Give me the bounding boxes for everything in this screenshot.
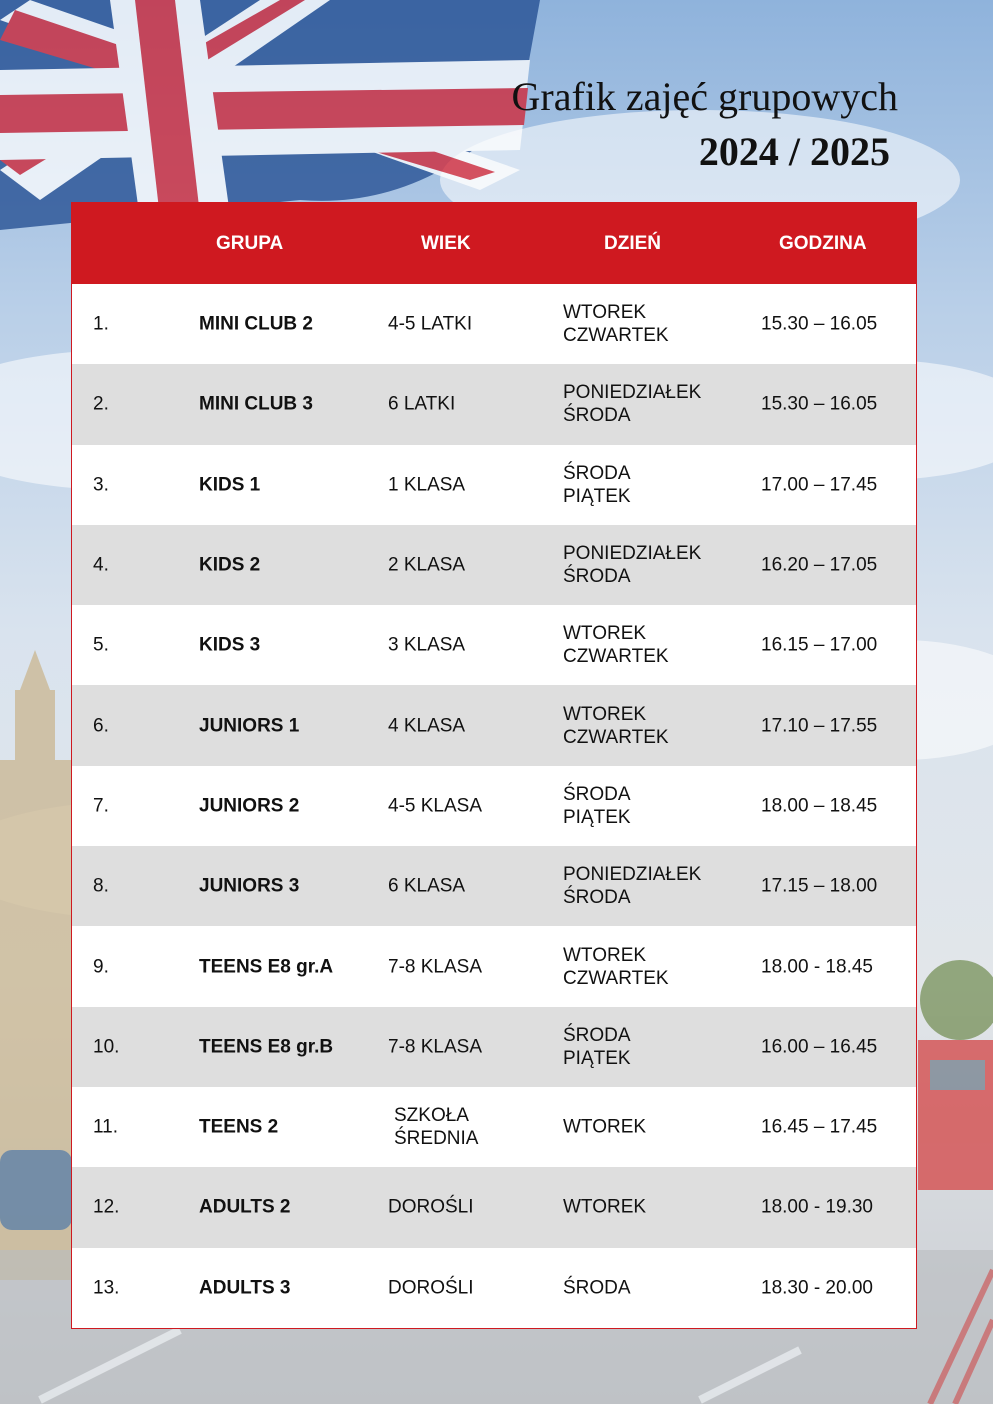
group-name: JUNIORS 3 [199,875,300,897]
group-name: TEENS E8 gr.A [199,956,334,978]
time-cell: 18.30 - 20.00 [761,1277,873,1299]
row-number: 3. [93,474,109,496]
row-number: 12. [93,1196,120,1218]
day-cell: PONIEDZIAŁEK ŚRODA [563,382,702,427]
day-cell: WTOREK CZWARTEK [563,302,669,347]
time-cell: 16.20 – 17.05 [761,554,878,576]
day-cell: WTOREK CZWARTEK [563,703,669,748]
row-number: 2. [93,393,109,415]
age-cell: 6 LATKI [388,393,456,415]
age-cell: 1 KLASA [388,474,466,496]
page-heading [512,72,898,175]
time-cell: 15.30 – 16.05 [761,393,878,415]
day-cell: PONIEDZIAŁEK ŚRODA [563,543,702,588]
time-cell: 18.00 - 18.45 [761,956,873,978]
day-cell: ŚRODA [563,1277,631,1299]
schedule-title: Grafik zajęć grupowych [511,74,898,119]
age-cell: 7-8 KLASA [388,1036,482,1058]
column-header-group: GRUPA [216,233,284,254]
table-header [72,203,916,284]
time-cell: 16.45 – 17.45 [761,1116,878,1138]
row-number: 9. [93,956,109,978]
table-row [72,685,916,765]
day-cell: WTOREK CZWARTEK [563,944,669,989]
age-cell: DOROŚLI [388,1277,474,1299]
day-cell: WTOREK CZWARTEK [563,623,669,668]
column-header-day: DZIEŃ [604,233,661,254]
age-cell: 2 KLASA [388,554,466,576]
age-cell: 4-5 KLASA [388,795,482,817]
day-cell: ŚRODA PIĄTEK [563,1024,631,1069]
time-cell: 18.00 – 18.45 [761,795,878,817]
row-number: 4. [93,554,109,576]
group-name: ADULTS 2 [199,1196,291,1218]
row-number: 5. [93,634,109,656]
group-name: MINI CLUB 3 [199,393,313,415]
row-number: 13. [93,1277,120,1299]
row-number: 6. [93,715,109,737]
row-number: 8. [93,875,109,897]
group-name: JUNIORS 2 [199,795,300,817]
group-name: JUNIORS 1 [199,715,300,737]
day-cell: WTOREK [563,1116,647,1138]
table-row [72,926,916,1006]
time-cell: 18.00 - 19.30 [761,1196,873,1218]
table-row [72,1167,916,1247]
group-name: MINI CLUB 2 [199,313,313,335]
group-name: ADULTS 3 [199,1277,291,1299]
age-cell: SZKOŁA ŚREDNIA [394,1105,479,1150]
table-body [72,284,916,1328]
school-year: 2024 / 2025 [698,129,890,174]
time-cell: 16.15 – 17.00 [761,634,878,656]
table-row [72,525,916,605]
column-header-time: GODZINA [779,233,867,254]
table-row [72,445,916,525]
table-row [72,1087,916,1167]
day-cell: ŚRODA PIĄTEK [563,462,631,507]
age-cell: DOROŚLI [388,1196,474,1218]
time-cell: 16.00 – 16.45 [761,1036,878,1058]
group-name: TEENS 2 [199,1116,279,1138]
group-name: KIDS 2 [199,554,261,576]
column-header-age: WIEK [421,233,471,254]
time-cell: 17.00 – 17.45 [761,474,878,496]
time-cell: 15.30 – 16.05 [761,313,878,335]
row-number: 7. [93,795,109,817]
table-row [72,1248,916,1328]
time-cell: 17.10 – 17.55 [761,715,878,737]
schedule-table [71,202,917,1329]
age-cell: 7-8 KLASA [388,956,482,978]
row-number: 11. [93,1116,119,1138]
table-row [72,1007,916,1087]
table-row [72,846,916,926]
age-cell: 3 KLASA [388,634,466,656]
day-cell: PONIEDZIAŁEK ŚRODA [563,864,702,909]
age-cell: 4-5 LATKI [388,313,473,335]
day-cell: ŚRODA PIĄTEK [563,783,631,828]
table-row [72,284,916,364]
group-name: KIDS 3 [199,634,261,656]
table-row [72,605,916,685]
row-number: 10. [93,1036,120,1058]
time-cell: 17.15 – 18.00 [761,875,878,897]
group-name: TEENS E8 gr.B [199,1036,334,1058]
row-number: 1. [93,313,109,335]
day-cell: WTOREK [563,1196,647,1218]
table-row [72,364,916,444]
table-row [72,766,916,846]
group-name: KIDS 1 [199,474,261,496]
age-cell: 6 KLASA [388,875,466,897]
age-cell: 4 KLASA [388,715,466,737]
